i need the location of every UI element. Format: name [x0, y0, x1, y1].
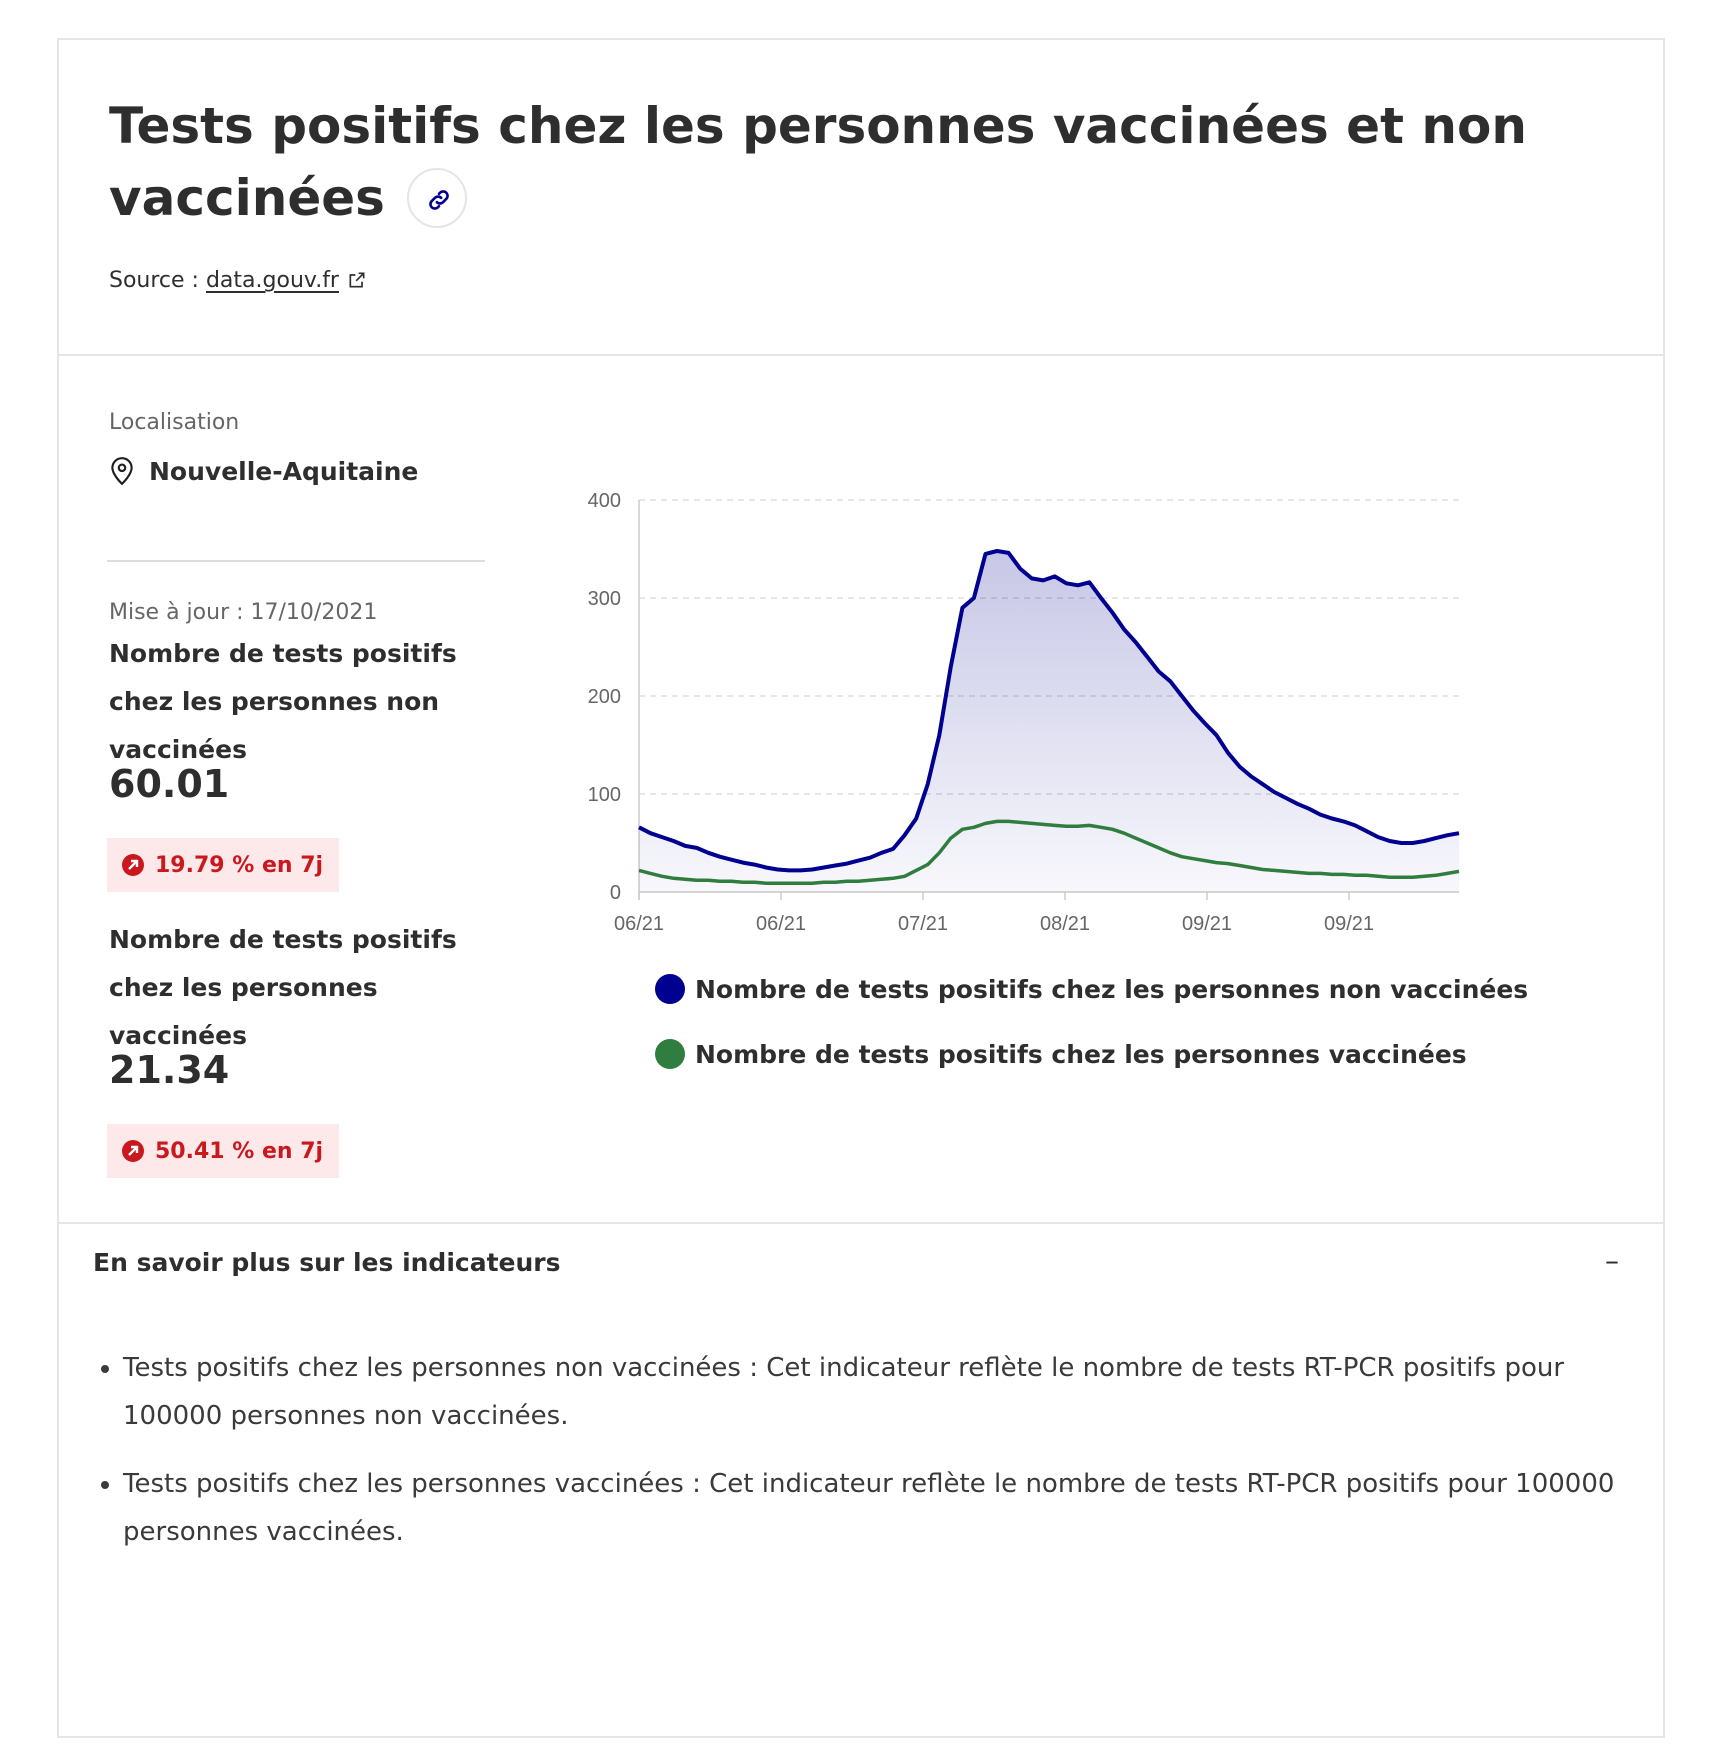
title-text: Tests positifs chez les personnes vaccinées et non vaccinées: [109, 97, 1527, 227]
legend-label: Nombre de tests positifs chez les personnes vaccinées: [695, 1039, 1467, 1069]
y-tick-label: 400: [587, 490, 621, 512]
trend-text: 19.79 % en 7j: [155, 852, 324, 878]
location-pin-icon: [109, 456, 135, 486]
location-label: Localisation: [109, 410, 240, 435]
divider: [107, 560, 485, 562]
page-title: [109, 90, 1589, 234]
indicator-card: [57, 38, 1665, 1738]
update-date: Mise à jour : 17/10/2021: [109, 600, 378, 625]
arrow-up-right-icon: [121, 1139, 145, 1163]
legend-item-vaccinated[interactable]: [655, 1039, 1467, 1069]
source-line: [109, 268, 367, 293]
trend-text: 50.41 % en 7j: [155, 1138, 324, 1164]
kpi-label-unvaccinated: Nombre de tests positifs chez les personnes non vaccinées: [109, 639, 457, 764]
kpi-value-vaccinated: 21.34: [109, 1048, 230, 1092]
card-header: [59, 40, 1663, 356]
legend-dot-vaccinated: [655, 1039, 685, 1069]
external-link-icon: [347, 270, 367, 290]
copy-link-button[interactable]: [407, 168, 467, 228]
y-tick-label: 100: [587, 784, 621, 806]
series-area-unvaccinated: [639, 551, 1459, 892]
indicator-definitions: [93, 1344, 1643, 1576]
y-tick-label: 200: [587, 686, 621, 708]
x-tick-label: 07/21: [897, 913, 949, 935]
legend-dot-unvaccinated: [655, 974, 685, 1004]
arrow-up-right-icon: [121, 853, 145, 877]
source-label: Source :: [109, 268, 199, 293]
x-tick-label: 06/21: [755, 913, 807, 935]
source-link-text: data.gouv.fr: [205, 268, 339, 293]
line-chart: [579, 476, 1499, 956]
chart-svg: [579, 476, 1499, 956]
list-item: • Tests positifs chez les personnes vaccinées : Cet indicateur reflète le nombre de tests RT-PCR positifs pour 100000 personnes vaccinées.: [123, 1460, 1643, 1556]
legend-item-unvaccinated[interactable]: [655, 974, 1528, 1004]
x-tick-label: 09/21: [1181, 913, 1233, 935]
trend-badge-vaccinated: [107, 1124, 339, 1178]
link-icon: [426, 187, 452, 213]
location-value: Nouvelle-Aquitaine: [149, 456, 419, 486]
trend-badge-unvaccinated: [107, 838, 339, 892]
list-item: • Tests positifs chez les personnes non vaccinées : Cet indicateur reflète le nombre de tests RT-PCR positifs pour 100000 personnes non vaccinées.: [123, 1344, 1643, 1440]
indicator-body: [59, 356, 1663, 1224]
x-tick-label: 09/21: [1323, 913, 1375, 935]
kpi-value-unvaccinated: 60.01: [109, 762, 230, 806]
legend-label: Nombre de tests positifs chez les personnes non vaccinées: [695, 974, 1529, 1004]
y-tick-label: 0: [609, 882, 621, 904]
y-tick-label: 300: [587, 588, 621, 610]
x-tick-label: 06/21: [613, 913, 665, 935]
kpi-label-vaccinated: Nombre de tests positifs chez les personnes vaccinées: [109, 925, 457, 1050]
source-link[interactable]: [206, 268, 367, 293]
location-row: [109, 456, 418, 486]
collapse-button[interactable]: –: [1605, 1244, 1619, 1277]
x-tick-label: 08/21: [1039, 913, 1091, 935]
accordion-title[interactable]: En savoir plus sur les indicateurs: [93, 1248, 561, 1277]
